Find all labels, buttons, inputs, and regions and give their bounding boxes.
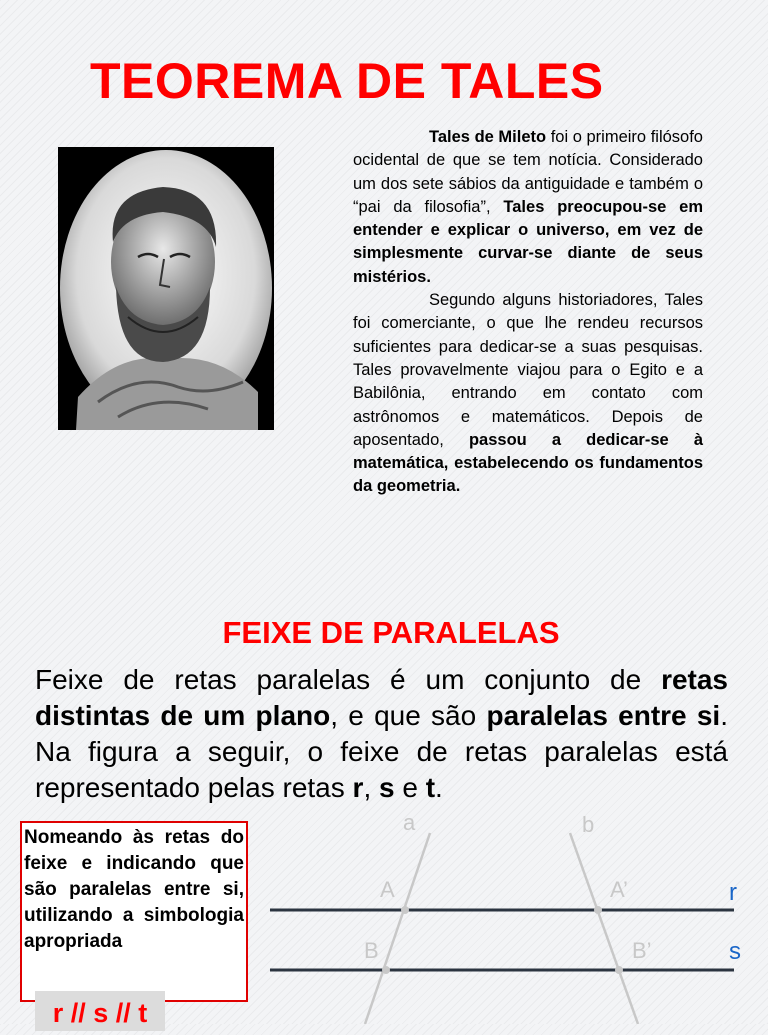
definition-text: Feixe de retas paralelas é um conjunto de retas distintas de um plano, e que são paralelas entre si. Na figura a seguir, o feixe de retas paralelas está representado pelas retas r, s e t.	[35, 664, 728, 803]
naming-note-text: Nomeando às retas do feixe e indicando que são paralelas entre si, utilizando a simbologia apropriada	[24, 827, 244, 952]
label-r: r	[729, 879, 737, 906]
biography-text	[353, 126, 703, 499]
point-A	[401, 906, 409, 914]
portrait-image	[58, 147, 274, 430]
bio-paragraph-1: Tales de Mileto foi o primeiro filósofo ocidental de que se tem notícia. Considerado um dos sete sábios da antiguidade e também o “pai da filosofia”, Tales preocupou-se em entender e explicar o universo, em vez de simplesmente curvar-se diante de seus mistérios.	[353, 128, 703, 286]
thales-portrait	[58, 147, 274, 430]
label-A: A	[380, 877, 395, 902]
label-s: s	[729, 938, 741, 965]
label-B: B	[364, 938, 379, 963]
parallel-symbol: r // s // t	[35, 991, 165, 1031]
bio-name: Tales de Mileto	[429, 128, 547, 146]
label-b: b	[582, 812, 595, 837]
transversal-a	[365, 833, 430, 1024]
bio-paragraph-2: Segundo alguns historiadores, Tales foi comerciante, o que lhe rendeu recursos suficientes para dedicar-se a suas pesquisas. Tales provavelmente viajou para o Egito e a Babilônia, entrando em contato com astrônomos e matemáticos. Depois de aposentado, passou a dedicar-se à matemática, estabelecendo os fundamentos da geometria.	[353, 291, 703, 496]
point-B	[382, 966, 390, 974]
label-A-prime: A’	[610, 877, 628, 902]
label-a: a	[403, 810, 416, 835]
figure-svg	[260, 805, 768, 1024]
section-title: FEIXE DE PARALELAS	[222, 615, 560, 650]
label-B-prime: B’	[632, 938, 652, 963]
point-A-prime	[594, 906, 602, 914]
naming-note-box	[20, 821, 248, 1002]
page-title: TEOREMA DE TALES	[90, 53, 604, 109]
point-B-prime	[615, 966, 623, 974]
transversal-b	[570, 833, 638, 1024]
parallel-lines-figure	[260, 805, 768, 1029]
